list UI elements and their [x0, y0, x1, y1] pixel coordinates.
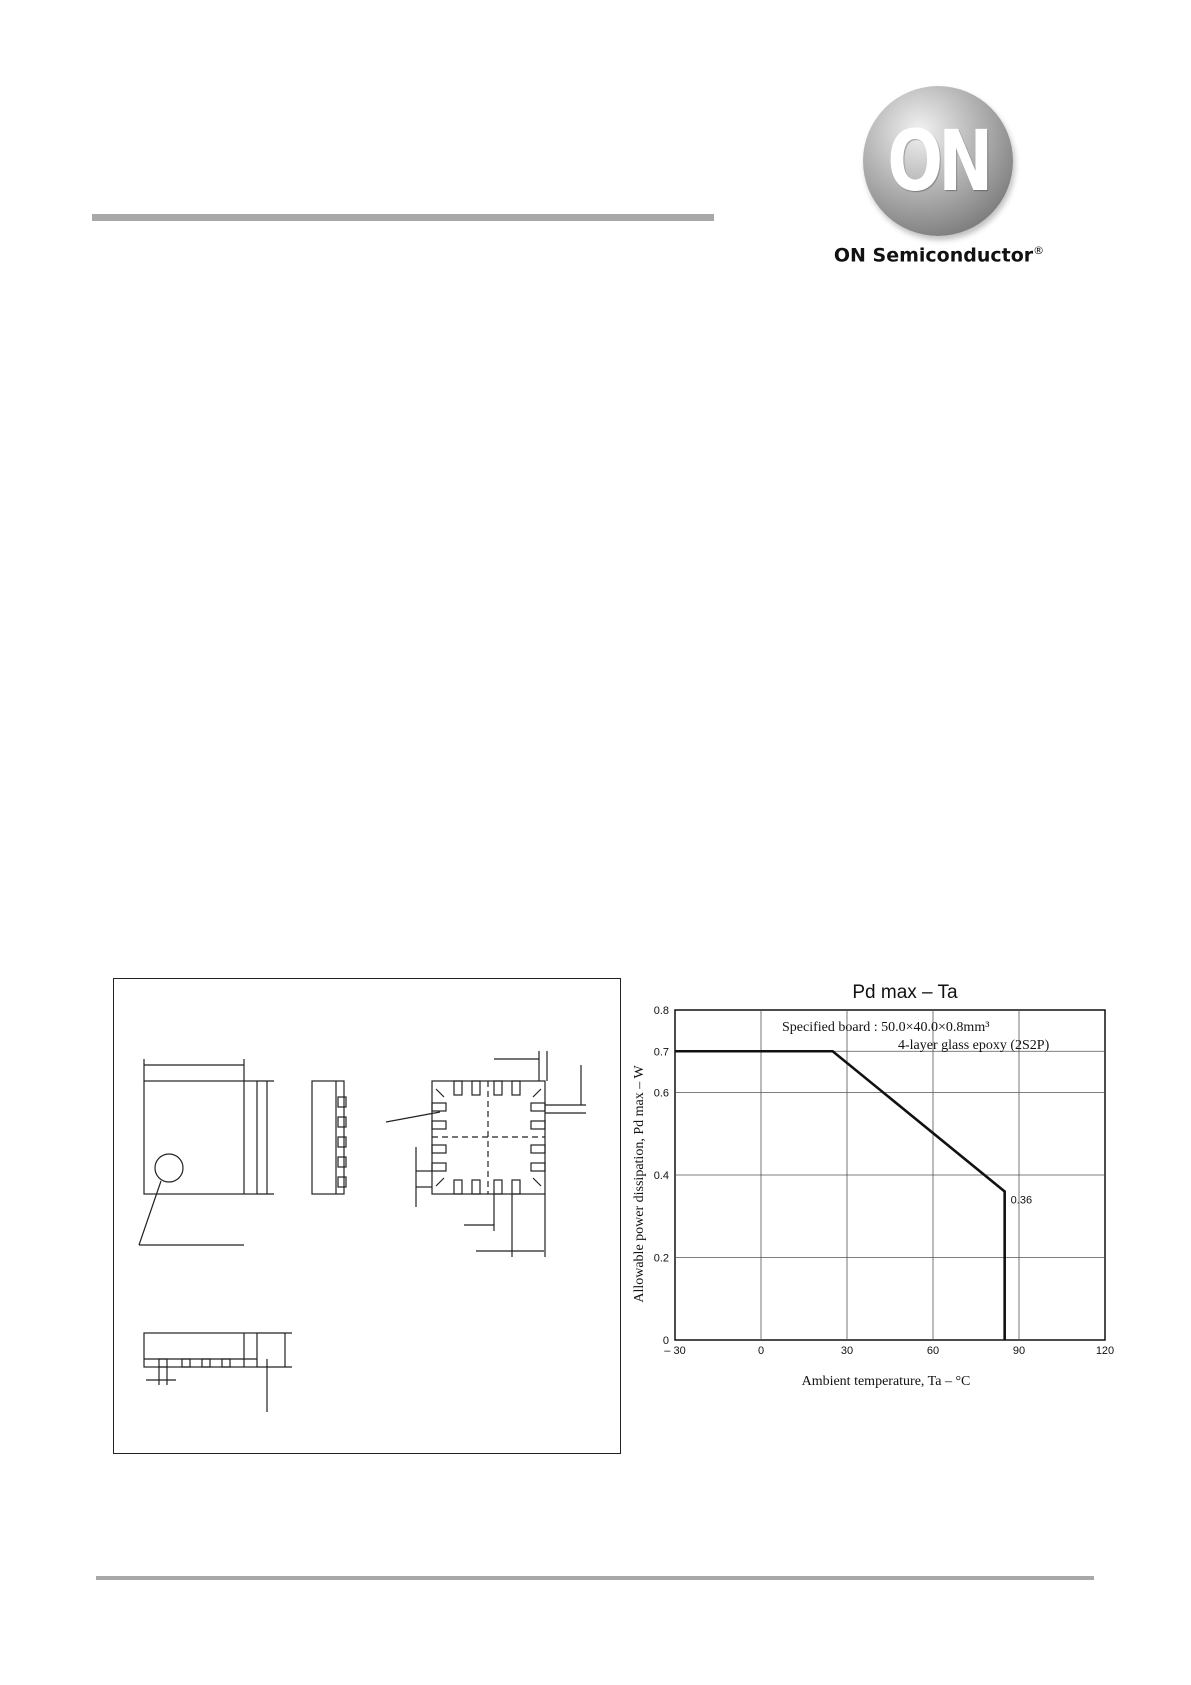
x-tick-label: 60: [926, 1345, 940, 1357]
pad: [432, 1103, 446, 1111]
x-tick-label: 30: [840, 1345, 854, 1357]
x-tick-label: 0: [757, 1345, 765, 1357]
corner-chamfer: [533, 1089, 541, 1097]
front-view-body: [144, 1333, 257, 1367]
point-label-036: 0.36: [1010, 1194, 1033, 1207]
board-annotation-line2: 4-layer glass epoxy (2S2P): [898, 1038, 1050, 1053]
pad: [512, 1180, 520, 1194]
logo-company-name: [820, 244, 1058, 266]
header-rule: [92, 214, 714, 221]
pad: [432, 1145, 446, 1153]
chart-title: Pd max – Ta: [852, 982, 958, 1003]
chart-svg: [630, 978, 1130, 1398]
corner-chamfer: [533, 1178, 541, 1186]
on-logo-ball-icon: [863, 86, 1013, 236]
pad: [472, 1081, 480, 1095]
side-lead: [338, 1097, 346, 1107]
pin1-leader: [139, 1181, 161, 1245]
y-tick-label: 0.6: [653, 1087, 669, 1100]
corner-chamfer: [436, 1089, 444, 1097]
x-tick-label: 120: [1095, 1345, 1115, 1357]
side-lead: [338, 1117, 346, 1127]
pd-ta-chart: [630, 978, 1130, 1398]
y-tick-label: 0.7: [653, 1046, 669, 1059]
front-lead: [202, 1359, 210, 1367]
logo-registered-mark: ®: [1033, 244, 1045, 257]
front-lead: [222, 1359, 230, 1367]
pad: [432, 1163, 446, 1171]
pad: [494, 1081, 502, 1095]
side-lead: [338, 1157, 346, 1167]
on-semiconductor-logo: [820, 80, 1058, 270]
pin1-marker: [155, 1154, 183, 1182]
package-drawing: [113, 978, 621, 1454]
logo-mark: ON: [887, 112, 989, 210]
y-axis-label: Allowable power dissipation, Pd max – W: [632, 1065, 647, 1303]
footer-rule: [96, 1576, 1094, 1580]
pad: [531, 1103, 545, 1111]
front-lead: [159, 1359, 167, 1367]
side-lead: [338, 1137, 346, 1147]
side-lead: [338, 1177, 346, 1187]
logo-company-text: ON Semiconductor: [833, 244, 1034, 267]
y-tick-label: 0.4: [653, 1170, 669, 1182]
pad: [512, 1081, 520, 1095]
pad: [472, 1180, 480, 1194]
pad: [432, 1121, 446, 1129]
pad: [454, 1081, 462, 1095]
x-axis-label: Ambient temperature, Ta – °C: [801, 1374, 971, 1389]
top-view-body: [144, 1081, 257, 1194]
y-tick-label: 0.8: [653, 1005, 669, 1017]
bottom-view-body: [432, 1081, 545, 1194]
x-tick-label: – 30: [664, 1345, 686, 1357]
package-outline-drawing: [114, 979, 620, 1453]
pad: [454, 1180, 462, 1194]
y-tick-label: 0.2: [653, 1252, 669, 1265]
x-tick-label: 90: [1012, 1345, 1026, 1357]
corner-chamfer: [436, 1178, 444, 1186]
front-lead: [182, 1359, 190, 1367]
pad: [531, 1121, 545, 1129]
pad: [531, 1145, 545, 1153]
y-tick-label: 0: [662, 1335, 669, 1347]
pad: [531, 1163, 545, 1171]
board-annotation-line1: Specified board : 50.0×40.0×0.8mm³: [782, 1020, 990, 1035]
pad: [494, 1180, 502, 1194]
pd-derating-line: [675, 1051, 1005, 1340]
